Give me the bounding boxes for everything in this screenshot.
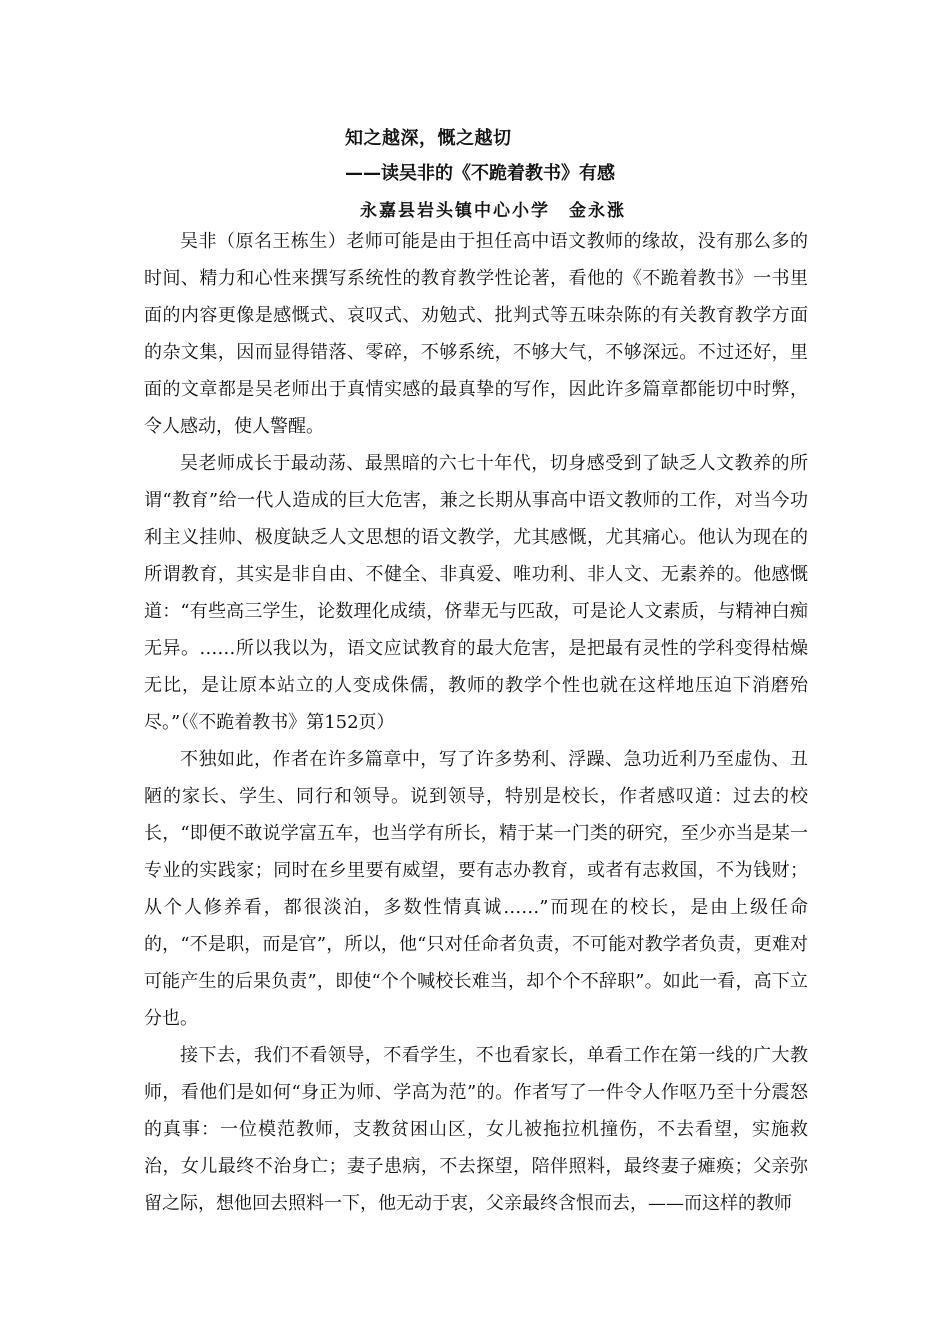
article-title: 知之越深，慨之越切	[345, 128, 512, 149]
paragraph: 吴老师成长于最动荡、最黑暗的六七十年代，切身感受到了缺乏人文教养的所谓“教育”给一代人造成的巨大危害，兼之长期从事高中语文教师的工作，对当今功利主义挂帅、极度缺乏人文思想的语文教学，尤其感慨，尤其痛心。他认为现在的所谓教育，其实是非自由、不健全、非真爱、唯功利、非人文、无素养的。他感慨道：“有些高三学生，论数理化成绩，侪辈无与匹敌，可是论人文素质，与精神白痴无异。……所以我以为，语文应试教育的最大危害，是把最有灵性的学科变得枯燥无比，是让原本站立的人变成侏儒，教师的教学个性也就在这样地压迫下消磨殆尽。”（《不跪着教书》第152页）	[144, 453, 808, 733]
author-line: 永嘉县岩头镇中心小学 金永涨	[360, 201, 626, 221]
article-body	[144, 223, 808, 1222]
paragraph: 接下去，我们不看领导，不看学生，不也看家长，单看工作在第一线的广大教师，看他们是如何“身正为师、学高为范”的。作者写了一件令人作呕乃至十分震怒的真事：一位模范教师，支教贫困山区，女儿被拖拉机撞伤，不去看望，实施救治，女儿最终不治身亡；妻子患病，不去探望，陪伴照料，最终妻子瘫痪；父亲弥留之际，想他回去照料一下，他无动于衷，父亲最终含恨而去，——而这样的教师	[144, 1045, 808, 1214]
article-subtitle: ——读吴非的《不跪着教书》有感	[345, 163, 615, 184]
paragraph: 不独如此，作者在许多篇章中，写了许多势利、浮躁、急功近利乃至虚伪、丑陋的家长、学生、同行和领导。说到领导，特别是校长，作者感叹道：过去的校长，“即便不敢说学富五车，也当学有所长，精于某一门类的研究，至少亦当是某一专业的实践家；同时在乡里要有威望，要有志办教育，或者有志救国，不为钱财；从个人修养看，都很淡泊，多数性情真诚……”而现在的校长，是由上级任命的，“不是职，而是官”，所以，他“只对任命者负责，不可能对教学者负责，更难对可能产生的后果负责”，即使“个个喊校长难当，却个个不辞职”。如此一看，高下立分也。	[144, 749, 808, 1029]
paragraph: 吴非（原名王栋生）老师可能是由于担任高中语文教师的缘故，没有那么多的时间、精力和心性来撰写系统性的教育教学性论著，看他的《不跪着教书》一书里面的内容更像是感慨式、哀叹式、劝勉式、批判式等五味杂陈的有关教育教学方面的杂文集，因而显得错落、零碎，不够系统，不够大气，不够深远。不过还好，里面的文章都是吴老师出于真情实感的最真挚的写作，因此许多篇章都能切中时弊，令人感动，使人警醒。	[144, 231, 808, 437]
